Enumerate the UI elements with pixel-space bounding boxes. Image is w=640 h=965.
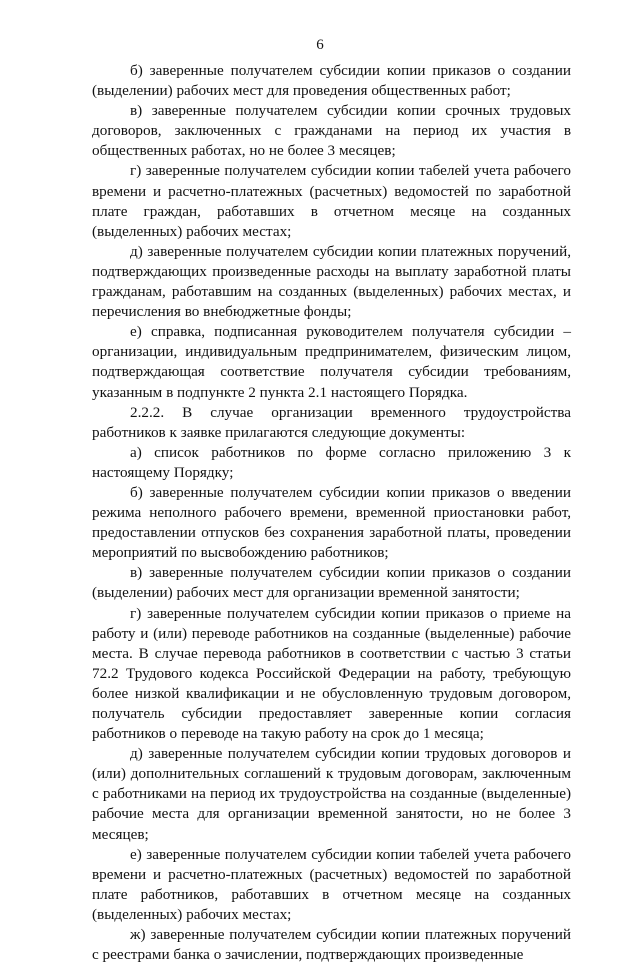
paragraph-b-part-time-orders: б) заверенные получателем субсидии копии приказов о введении режима неполного рабочего времени, временной приостановки работ, предоставлении отпусков без сохранения заработной платы, проведении мероприятий по высвобождению работников; [92,483,571,562]
paragraph-g-timesheets: г) заверенные получателем субсидии копии табелей учета рабочего времени и расчетно-платежных (расчетных) ведомостей по заработной плате граждан, работавших в отчетном месяце на созданных (выделенных) рабочих местах; [92,162,571,240]
paragraph-b-public-works-orders: б) заверенные получателем субсидии копии приказов о создании (выделении) рабочих мест для проведения общественных работ; [92,62,571,100]
paragraph-a-employee-list: а) список работников по форме согласно приложению 3 к настоящему Порядку; [92,443,571,481]
paragraph-d-labor-contracts: д) заверенные получателем субсидии копии трудовых договоров и (или) дополнительных соглашений к трудовым договорам, заключенным с работниками на период их трудоустройства на созданные (выделенные) рабочие места для организации временной занятости, но не более 3 месяцев; [92,745,571,843]
paragraph-d-payment-orders: д) заверенные получателем субсидии копии платежных поручений, подтверждающих произведенные расходы на выплату заработной платы гражданам, работавшим на созданных (выделенных) рабочих местах, и перечисления во внебюджетные фонды; [92,242,571,321]
paragraph-zh-payment-orders: ж) заверенные получателем субсидии копии платежных поручений с реестрами банка о зачислении, подтверждающих произведенные [92,926,571,964]
paragraph-e-timesheets: е) заверенные получателем субсидии копии табелей учета рабочего времени и расчетно-платежных (расчетных) ведомостей по заработной плате работников, работавших в отчетном месяце на созданных (выделенных) рабочих местах; [92,845,571,923]
document-body [92,61,571,965]
paragraph-2-2-2-heading: 2.2.2. В случае организации временного трудоустройства работников к заявке прилагаются следующие документы: [92,403,571,441]
page-number: 6 [316,37,324,53]
paragraph-e-certificate: е) справка, подписанная руководителем получателя субсидии – организации, индивидуальным предпринимателем, физическим лицом, подтверждающая соответствие получателя субсидии требованиям, указанным в подпункте 2 пункта 2.1 настоящего Порядка. [92,323,571,401]
paragraph-v-fixed-term-contracts: в) заверенные получателем субсидии копии срочных трудовых договоров, заключенных с гражданами на период их участия в общественных работах, но не более 3 месяцев; [92,102,571,160]
paragraph-g-hiring-transfer-orders: г) заверенные получателем субсидии копии приказов о приеме на работу и (или) переводе работников на созданные (выделенные) рабочие места. В случае перевода работников в соответствии с частью 3 статьи 72.2 Трудового кодекса Российской Федерации на работу, требующую более низкой квалификации и не обусловленную трудовым договором, получатель субсидии предоставляет заверенные копии согласия работников о переводе на такую работу на срок до 1 месяца; [92,604,571,743]
paragraph-v-temporary-workplaces: в) заверенные получателем субсидии копии приказов о создании (выделении) рабочих мест для организации временной занятости; [92,564,571,602]
